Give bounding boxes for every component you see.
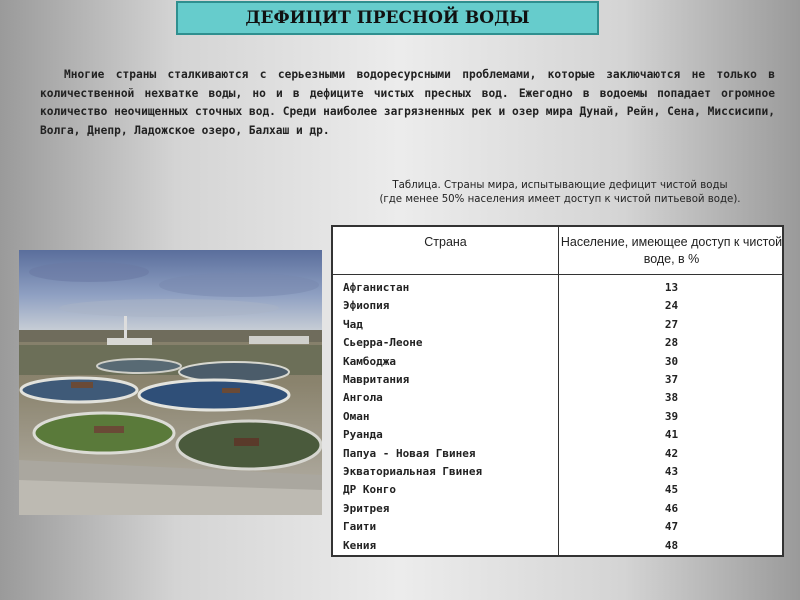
table-row-country: Афганистан <box>343 281 410 294</box>
slide-title-box <box>176 1 599 35</box>
table-row-value: 37 <box>664 373 679 387</box>
table-row-value: 28 <box>664 336 679 350</box>
table-row-country: Оман <box>343 409 370 423</box>
population-value-list <box>559 279 784 555</box>
slide-title: ДЕФИЦИТ ПРЕСНОЙ ВОДЫ <box>245 8 530 28</box>
table-caption-line2: (где менее 50% населения имеет доступ к чистой питьевой воде). <box>379 193 741 205</box>
table-row-country: Папуа - Новая Гвинея <box>343 446 476 460</box>
table-row-value: 48 <box>664 538 679 552</box>
intro-paragraph: Многие страны сталкиваются с серьезными водоресурсными проблемами, которые заключаются не только в количественной нехватке воды, но и в дефиците чистых пресных вод. Ежегодно в водоемы попадает огромное количество неочищенных сточных вод. Среди наиболее загрязненных рек и озер мира Дунай, Рейн, Сена, Миссисипи, Волга, Днепр, Ладожское озеро, Балхаш и др. <box>40 68 775 137</box>
table-row-value: 39 <box>664 409 679 423</box>
treatment-plant-photo <box>19 250 322 515</box>
table-row-country: ДР Конго <box>343 483 396 497</box>
table-caption-line1: Таблица. Страны мира, испытывающие дефицит чистой воды <box>392 180 728 191</box>
table-row-country: Экваториальная Гвинея <box>343 465 483 479</box>
table-row-country: Чад <box>343 317 363 331</box>
table-row-value: 41 <box>664 428 679 442</box>
table-row-country: Сьерра-Леоне <box>343 336 423 350</box>
country-list <box>343 279 482 555</box>
table-row-country: Гаити <box>343 520 377 534</box>
column-header-country: Страна <box>424 235 467 249</box>
table-row-value: 42 <box>664 446 679 460</box>
table-row-country: Руанда <box>343 428 383 442</box>
column-header-population: Население, имеющее доступ к чистой воде, в % <box>560 235 783 266</box>
table-row-value: 47 <box>664 520 679 534</box>
table-row-value: 45 <box>664 483 679 497</box>
table-row-value: 43 <box>664 465 679 479</box>
table-caption <box>340 179 780 206</box>
table-row-country: Эфиопия <box>343 299 390 313</box>
table-row-value: 24 <box>664 299 679 313</box>
table-row-country: Кения <box>343 538 377 552</box>
table-row-value: 13 <box>664 281 679 294</box>
table-row-country: Мавритания <box>343 373 410 387</box>
table-row-country: Ангола <box>343 391 383 405</box>
table-row-value: 46 <box>664 501 679 515</box>
table-row-country: Эритрея <box>343 501 390 515</box>
table-row-country: Камбоджа <box>343 354 396 368</box>
table-row-value: 38 <box>664 391 679 405</box>
table-row-value: 30 <box>664 354 679 368</box>
water-deficit-table <box>331 225 784 557</box>
table-row-value: 27 <box>664 317 679 331</box>
